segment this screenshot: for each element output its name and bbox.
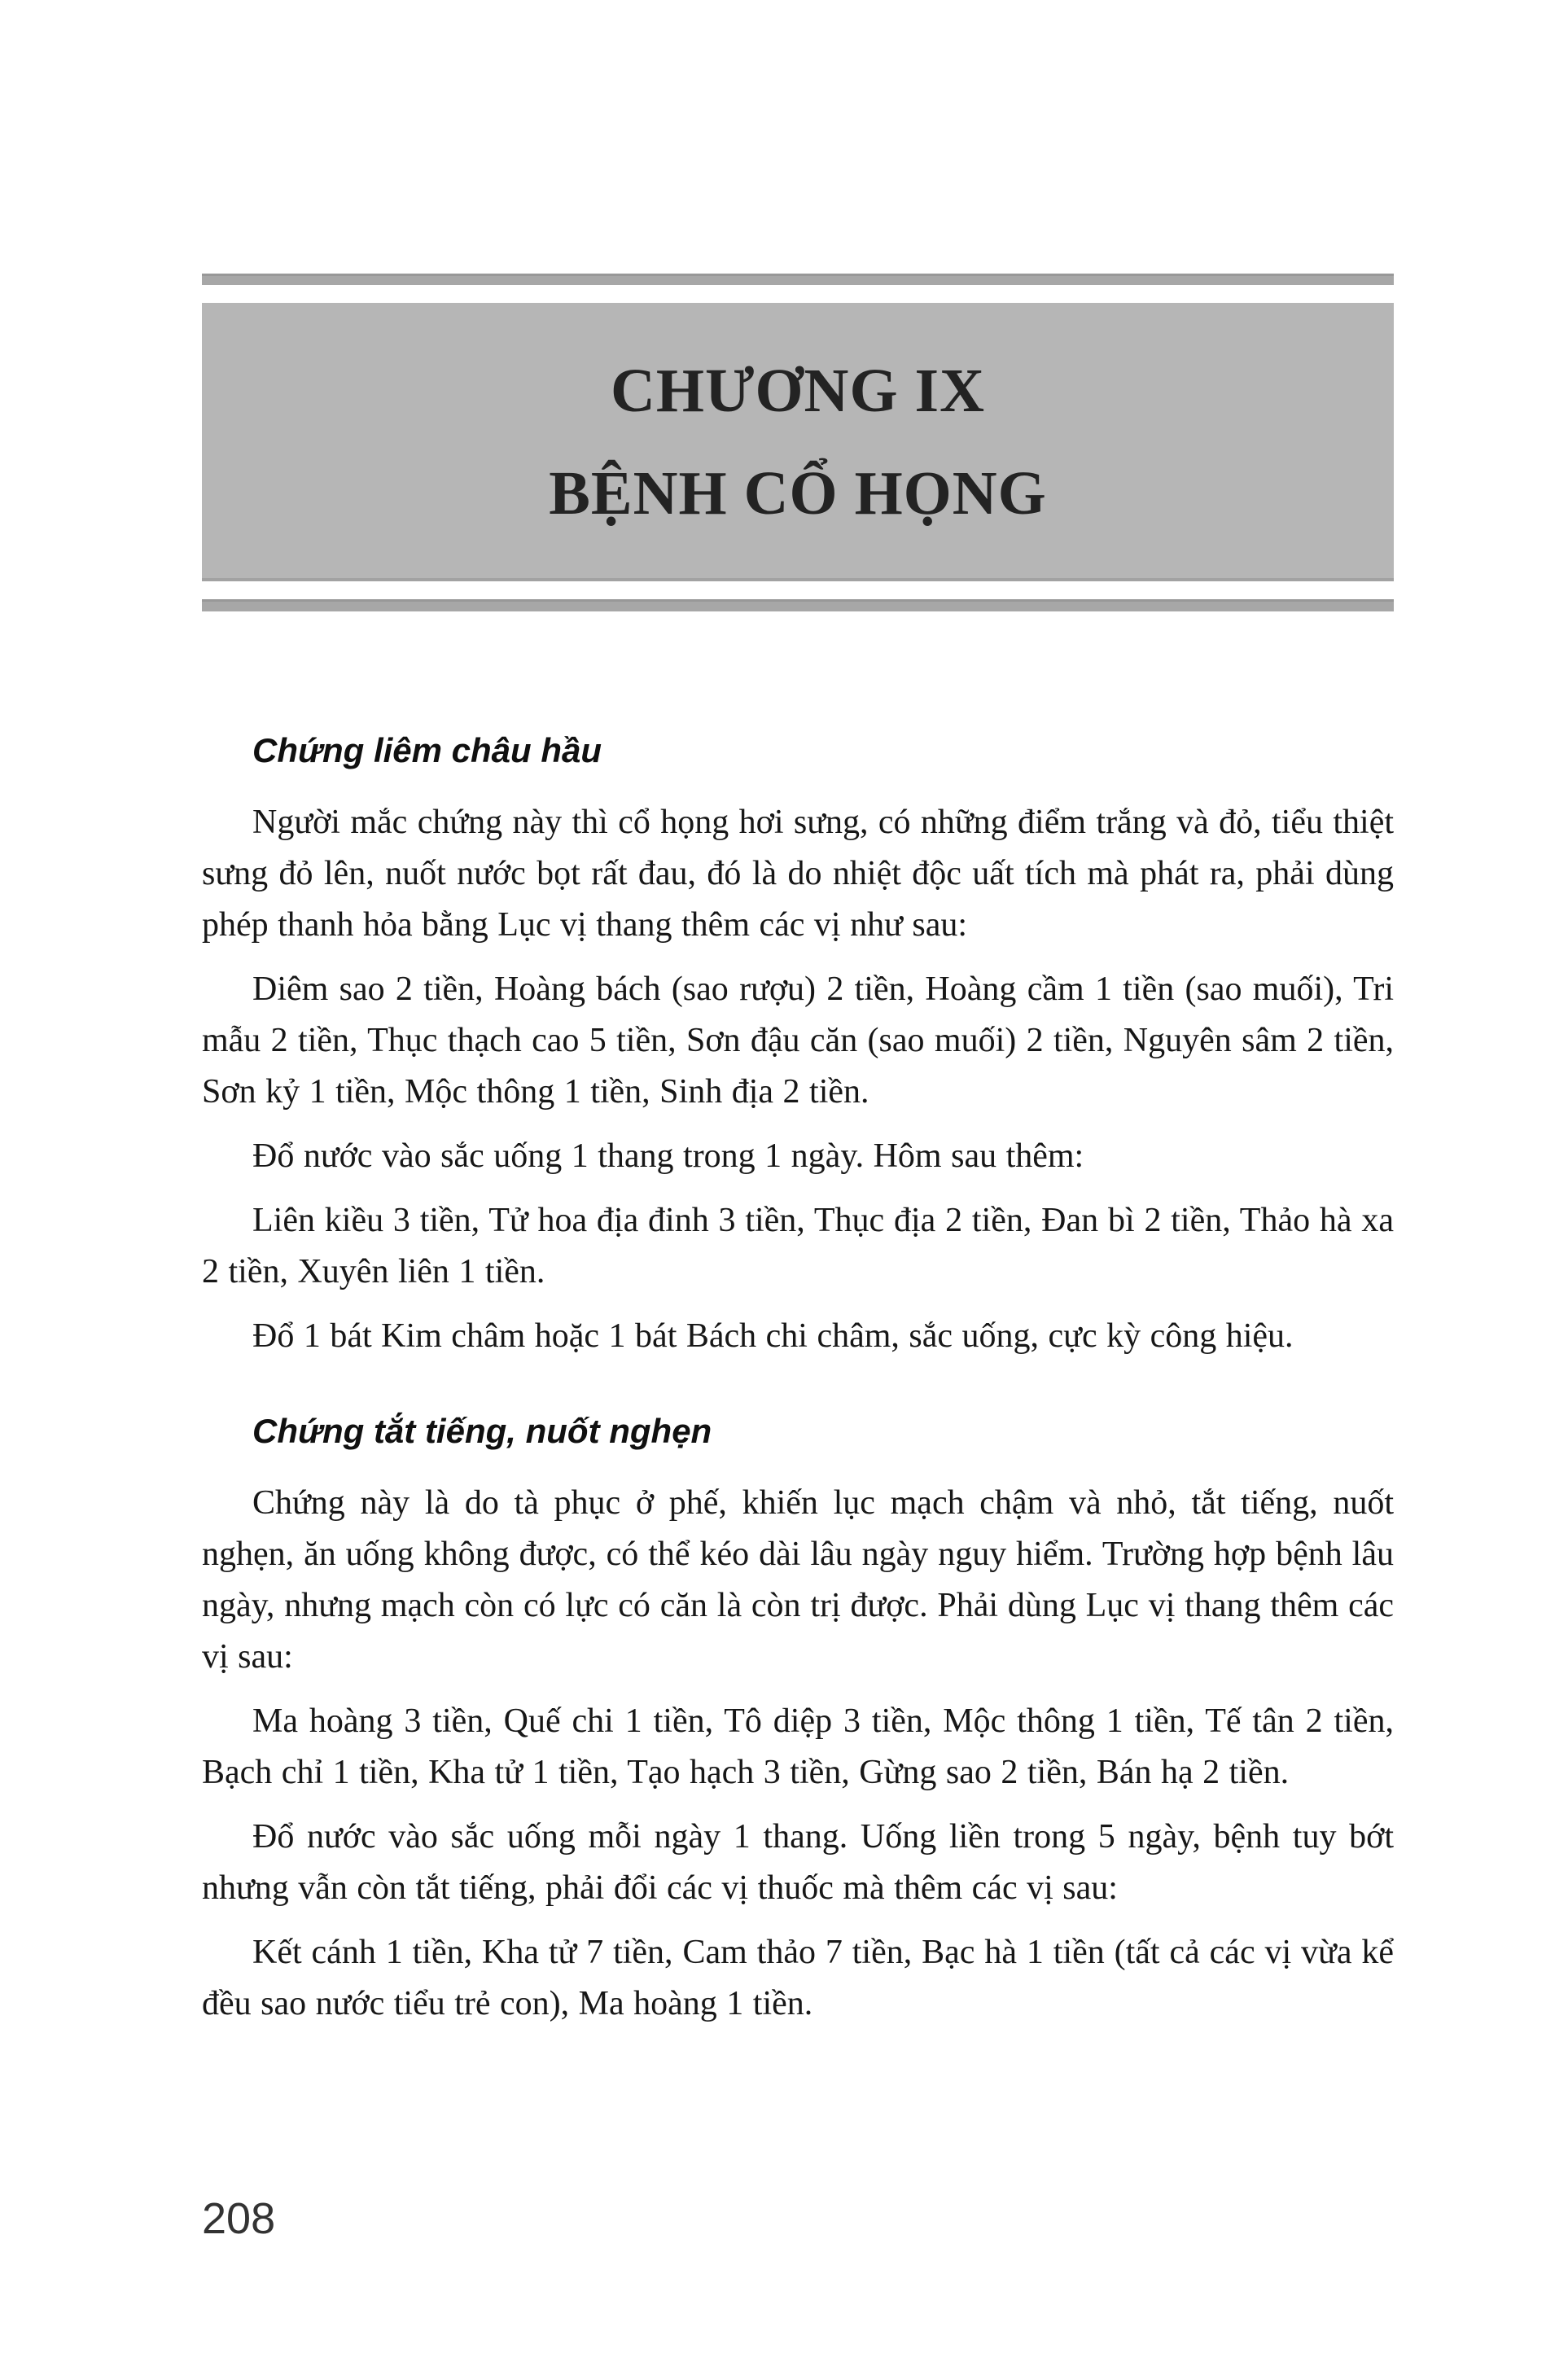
- paragraph: Người mắc chứng này thì cổ họng hơi sưng, có những điểm trắng và đỏ, tiểu thiệt sưng đỏ lên, nuốt nước bọt rất đau, đó là do nhiệt độc uất tích mà phát ra, phải dùng phép thanh hỏa bằng Lục vị thang thêm các vị như sau:: [202, 804, 1394, 944]
- paragraph: Đổ nước vào sắc uống mỗi ngày 1 thang. Uống liền trong 5 ngày, bệnh tuy bớt nhưng vẫn còn tắt tiếng, phải đổi các vị thuốc mà thêm các vị sau:: [202, 1818, 1394, 1907]
- bottom-rule-divider: [202, 599, 1394, 611]
- top-rule-divider: [202, 274, 1394, 285]
- chapter-header-box: [202, 303, 1394, 581]
- paragraph: Kết cánh 1 tiền, Kha tử 7 tiền, Cam thảo 7 tiền, Bạc hà 1 tiền (tất cả các vị vừa kể đều sao nước tiểu trẻ con), Ma hoàng 1 tiền.: [202, 1934, 1394, 2022]
- paragraph: Đổ 1 bát Kim châm hoặc 1 bát Bách chi châm, sắc uống, cực kỳ công hiệu.: [252, 1317, 1294, 1355]
- paragraph: Liên kiều 3 tiền, Tử hoa địa đinh 3 tiền, Thục địa 2 tiền, Đan bì 2 tiền, Thảo hà xa 2 tiền, Xuyên liên 1 tiền.: [202, 1202, 1394, 1290]
- section-heading-liem-chau-hau: Chứng liêm châu hầu: [252, 731, 602, 769]
- section-heading-tat-tieng-nuot-nghen: Chứng tắt tiếng, nuốt nghẹn: [252, 1412, 712, 1450]
- paragraph: Đổ nước vào sắc uống 1 thang trong 1 ngày. Hôm sau thêm:: [252, 1137, 1084, 1175]
- paragraph: Diêm sao 2 tiền, Hoàng bách (sao rượu) 2 tiền, Hoàng cầm 1 tiền (sao muối), Tri mẫu 2 tiền, Thục thạch cao 5 tiền, Sơn đậu căn (sao muối) 2 tiền, Nguyên sâm 2 tiền, Sơn kỷ 1 tiền, Mộc thông 1 tiền, Sinh địa 2 tiền.: [202, 970, 1394, 1111]
- chapter-name-title: BỆNH CỔ HỌNG: [549, 459, 1047, 528]
- paragraph: Ma hoàng 3 tiền, Quế chi 1 tiền, Tô diệp 3 tiền, Mộc thông 1 tiền, Tế tân 2 tiền, Bạch chỉ 1 tiền, Kha tử 1 tiền, Tạo hạch 3 tiền, Gừng sao 2 tiền, Bán hạ 2 tiền.: [202, 1702, 1394, 1791]
- paragraph: Chứng này là do tà phục ở phế, khiến lục mạch chậm và nhỏ, tắt tiếng, nuốt nghẹn, ăn uống không được, có thể kéo dài lâu ngày nguy hiểm. Trường hợp bệnh lâu ngày, nhưng mạch còn có lực có căn là còn trị được. Phải dùng Lục vị thang thêm các vị sau:: [202, 1484, 1394, 1676]
- chapter-number-title: CHƯƠNG IX: [610, 357, 986, 425]
- page-number: 208: [202, 2194, 276, 2243]
- page-content-column: [202, 274, 1394, 2043]
